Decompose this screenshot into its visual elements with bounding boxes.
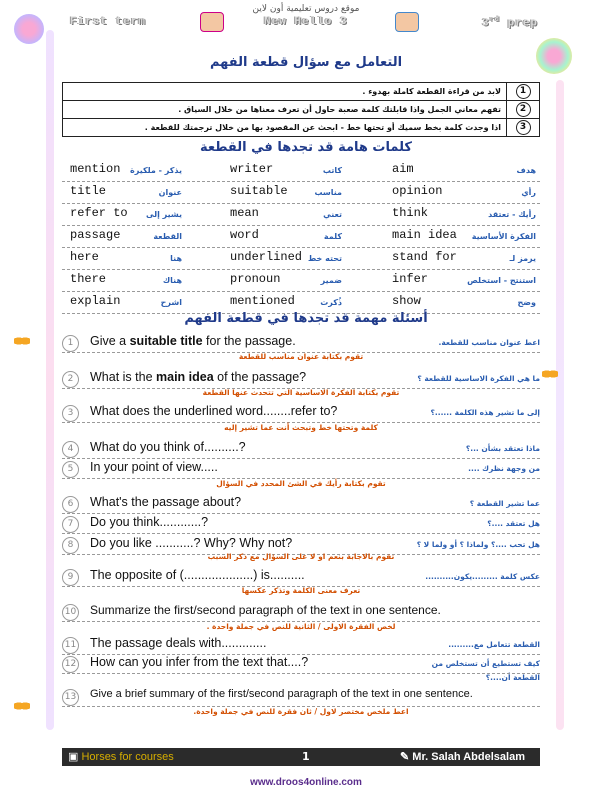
vocab-title: كلمات هامة قد تجدها في القطعة — [200, 140, 412, 155]
left-border-decoration — [46, 30, 54, 730]
question-arabic: اعط عنوان مناسب للقطعة. — [438, 338, 540, 347]
vocab-word-ar: اشرح — [160, 298, 182, 307]
vocab-word-ar: كاتب — [322, 166, 342, 175]
vocab-word-ar: استنتج - استخلص — [467, 276, 536, 285]
vocab-word-en: explain — [70, 294, 121, 308]
vocab-word-en: here — [70, 250, 99, 264]
vocab-word-en: suitable — [230, 184, 288, 198]
footer-left-text: Horses for courses — [81, 751, 174, 763]
footer-left — [68, 750, 174, 763]
vocab-word-en: passage — [70, 228, 121, 242]
vocab-word-ar: يشير إلى — [145, 210, 182, 219]
vocab-word-en: mention — [70, 162, 121, 176]
page-title: التعامل مع سؤال قطعة الفهم — [209, 55, 403, 70]
question-number: 4 — [62, 441, 79, 458]
question-text-pre: Summarize the first/second paragraph of the text in one sentence. — [90, 603, 441, 617]
vocab-word-ar: القطعة — [153, 232, 182, 241]
question-arabic: هل تعتقد ....؟ — [487, 519, 540, 528]
question-text-pre: In your point of view..... — [90, 460, 218, 474]
question-hint: تعرف معنى الكلمة وتذكر عكسها — [241, 586, 361, 595]
vocab-word-ar: تحته خط — [307, 254, 342, 263]
flower-decoration-left — [14, 14, 44, 44]
instruction-row — [63, 83, 540, 101]
question-text-pre: What is the — [90, 370, 156, 384]
question-arabic: عكس كلمة .........يكون.......... — [425, 572, 540, 581]
question-hint: لخص الفقرة الاولى / الثانية للنص في جملة واحدة . — [206, 622, 396, 631]
question-arabic-line2: القطعة أن....؟ — [485, 673, 540, 682]
instruction-text: تفهم معاني الجمل واذا قابلتك كلمة صعبة حاول أن تعرف معناها من خلال السياق . — [63, 101, 507, 119]
vocab-word-ar: هناك — [162, 276, 182, 285]
question-item — [62, 636, 540, 654]
question-hint: تقوم بكتابة عنوان مناسب للقطعة — [238, 352, 364, 361]
question-number: 12 — [62, 656, 79, 673]
vocab-word-ar: يذكر - ملكيرة — [130, 166, 182, 175]
question-number: 13 — [62, 689, 79, 706]
question-number: 9 — [62, 569, 79, 586]
question-item — [62, 460, 540, 478]
question-text-pre: Do you like ...........? Why? Why not? — [90, 536, 293, 550]
butterfly-icon — [14, 700, 30, 712]
butterfly-icon — [542, 368, 558, 380]
butterfly-icon — [14, 335, 30, 347]
question-separator — [62, 513, 540, 514]
question-text-pre: The opposite of (....................) is.......... — [90, 568, 305, 582]
vocab-word-ar: مناسب — [314, 188, 342, 197]
vocab-word-en: pronoun — [230, 272, 281, 286]
vocab-row — [62, 226, 540, 248]
question-number: 11 — [62, 637, 79, 654]
question-text-pre: Give a — [90, 334, 130, 348]
vocab-grid — [62, 160, 540, 314]
question-item — [62, 334, 540, 352]
instruction-row — [63, 101, 540, 119]
question-item — [62, 495, 540, 513]
question-hint: تقوم بكتابة الفكرة الاساسية التي تتحدث عنها القطعة — [202, 388, 400, 397]
instruction-number: 2 — [516, 102, 531, 117]
question-hint: تقوم بالاجابة بنعم او لا على السؤال مع ذكر السبب — [207, 552, 395, 561]
question-text-post: for the passage. — [202, 334, 296, 348]
question-text — [90, 440, 246, 454]
question-hint: تقوم بكتابة رأيك في الشئ المحدد في السؤال — [216, 479, 386, 488]
vocab-word-ar: يرمز لـ — [509, 254, 536, 263]
vocab-row — [62, 270, 540, 292]
vocab-word-ar: ذُكرت — [320, 298, 342, 307]
vocab-word-en: show — [392, 294, 421, 308]
question-item — [62, 404, 540, 422]
question-separator — [62, 458, 540, 459]
book-icon: ▣ — [68, 751, 79, 763]
question-number: 1 — [62, 335, 79, 352]
instructions-table — [62, 82, 540, 137]
question-item — [62, 688, 540, 706]
vocab-word-en: there — [70, 272, 107, 286]
question-text-pre: The passage deals with............. — [90, 636, 267, 650]
footer-website: www.droos4online.com — [250, 777, 362, 788]
question-number: 8 — [62, 537, 79, 554]
question-keyword: main idea — [156, 370, 214, 384]
question-separator — [62, 533, 540, 534]
question-text — [90, 515, 208, 529]
question-text-pre: What does the underlined word........refer to? — [90, 404, 338, 418]
question-separator — [62, 673, 540, 674]
vocab-row — [62, 160, 540, 182]
question-text — [90, 370, 306, 384]
question-arabic: إلى ما تشير هذه الكلمة ......؟ — [430, 408, 540, 417]
question-text — [90, 536, 292, 550]
question-arabic: هل تحب ....؟ ولماذا ؟ أو ولما لا ؟ — [416, 540, 540, 549]
instruction-text: اذا وجدت كلمة بخط سميك أو تحتها خط - ابحث عن المقصود بها من خلال ترجمتك للقطعة . — [63, 119, 507, 137]
question-hint: اعط ملخص مختصر لاول / ثان فقرة للنص في جملة واحدة. — [193, 707, 409, 716]
question-text-pre: How can you infer from the text that....? — [90, 655, 309, 669]
question-arabic: القطعة تتعامل مع......... — [448, 640, 540, 649]
question-item — [62, 568, 540, 586]
question-arabic: كيف تستطيع أن تستخلص من — [431, 659, 540, 668]
question-text — [90, 603, 441, 617]
question-text-pre: Give a brief summary of the first/second paragraph of the text in one sentence. — [90, 688, 473, 700]
question-arabic: ما هي الفكرة الاساسية للقطعة ؟ — [417, 374, 540, 383]
question-arabic: من وجهة نظرك .... — [468, 464, 540, 473]
vocab-word-en: writer — [230, 162, 274, 176]
instruction-number: 1 — [516, 84, 531, 99]
vocab-word-en: infer — [392, 272, 429, 286]
questions-title: أسئلة مهمة قد تجدها في قطعة الفهم — [184, 311, 428, 326]
pen-icon: ✎ — [400, 751, 410, 763]
vocab-word-en: main idea — [392, 228, 457, 242]
instruction-text: لابد من قراءة القطعة كاملة بهدوء . — [63, 83, 507, 101]
question-hint: كلمة وتحتها خط وتبحث أنت عما تشير إليه — [224, 423, 378, 432]
question-number: 2 — [62, 371, 79, 388]
vocab-word-ar: رأيك - تعتقد — [488, 210, 536, 219]
question-item — [62, 440, 540, 458]
question-number: 3 — [62, 405, 79, 422]
vocab-word-ar: الفكرة الأساسية — [471, 232, 536, 241]
vocab-word-en: mentioned — [230, 294, 295, 308]
question-number: 10 — [62, 604, 79, 621]
question-text — [90, 495, 241, 509]
instruction-number-cell — [507, 83, 540, 101]
question-text-pre: What's the passage about? — [90, 495, 242, 509]
book-label: New Hello 3 — [264, 16, 348, 28]
question-item — [62, 370, 540, 388]
vocab-word-en: word — [230, 228, 259, 242]
instruction-number-cell — [507, 101, 540, 119]
footer-right — [400, 750, 525, 763]
grade-label — [482, 16, 538, 30]
question-text — [90, 404, 337, 418]
vocab-row — [62, 248, 540, 270]
question-item — [62, 515, 540, 533]
vocab-word-ar: هدف — [516, 166, 536, 175]
question-text-pre: Do you think............? — [90, 515, 209, 529]
right-border-decoration — [556, 80, 564, 730]
question-number: 6 — [62, 496, 79, 513]
question-text — [90, 636, 266, 650]
question-number: 5 — [62, 461, 79, 478]
question-item — [62, 655, 540, 682]
question-text-post: of the passage? — [213, 370, 307, 384]
term-label: First term — [70, 16, 147, 28]
vocab-word-ar: كلمة — [323, 232, 342, 241]
vocab-word-en: title — [70, 184, 107, 198]
question-text — [90, 568, 305, 582]
vocab-word-ar: عنوان — [158, 188, 182, 197]
question-text — [90, 460, 218, 474]
vocab-word-en: mean — [230, 206, 259, 220]
grade-number: 3 — [482, 17, 490, 30]
vocab-word-en: underlined — [230, 250, 303, 264]
vocab-word-en: refer to — [70, 206, 128, 220]
grade-rest: prep — [500, 17, 539, 30]
instruction-number: 3 — [516, 120, 531, 135]
instruction-row — [63, 119, 540, 137]
vocab-word-en: think — [392, 206, 429, 220]
instruction-number-cell — [507, 119, 540, 137]
vocab-word-ar: رأي — [521, 188, 536, 197]
grade-sup: rd — [489, 16, 501, 24]
page-number: 1 — [302, 750, 310, 763]
question-arabic: ماذا تعتقد بشأن ...؟ — [465, 444, 540, 453]
question-text — [90, 688, 473, 700]
question-arabic: عما تشير القطعة ؟ — [469, 499, 540, 508]
vocab-row — [62, 182, 540, 204]
vocab-word-en: opinion — [392, 184, 443, 198]
question-text-pre: What do you think of..........? — [90, 440, 246, 454]
footer-author: Mr. Salah Abdelsalam — [412, 751, 525, 763]
vocab-word-ar: تعني — [323, 210, 342, 219]
vocab-word-ar: وضح — [517, 298, 536, 307]
question-number: 7 — [62, 516, 79, 533]
question-text — [90, 655, 308, 669]
vocab-word-ar: ضمير — [320, 276, 342, 285]
vocab-word-en: aim — [392, 162, 414, 176]
kid-illustration-right — [395, 12, 419, 32]
question-item — [62, 603, 540, 621]
site-name-arabic: موقع دروس تعليمية أون لاين — [252, 4, 360, 14]
question-text — [90, 334, 296, 348]
vocab-row — [62, 204, 540, 226]
kid-illustration-left — [200, 12, 224, 32]
question-keyword: suitable title — [129, 334, 203, 348]
vocab-word-en: stand for — [392, 250, 457, 264]
vocab-word-ar: هنا — [170, 254, 182, 263]
